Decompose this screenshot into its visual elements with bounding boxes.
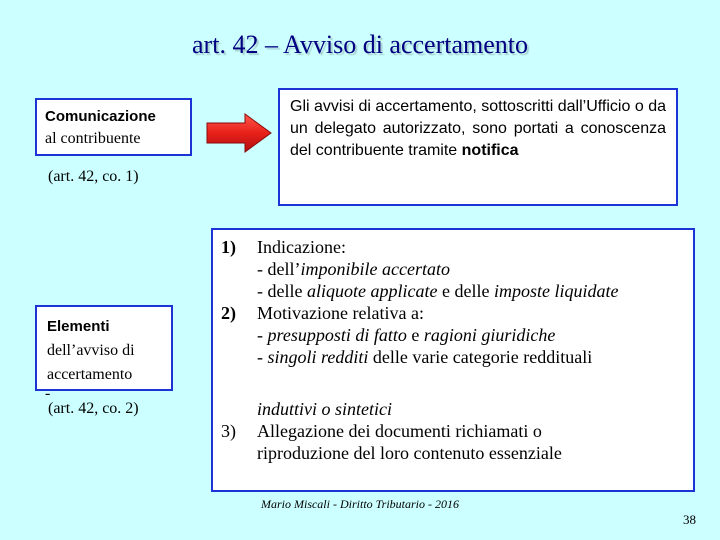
comunicazione-heading: Comunicazione (45, 108, 156, 125)
item-1-number: 1) (221, 237, 236, 257)
avvisi-text: Gli avvisi di accertamento, sottoscritti dall’Ufficio o da un delegato autorizzato, sono portati a conoscenza del contribuente tramite (290, 98, 666, 159)
item-1-label: Indicazione (257, 237, 341, 257)
elementi-line-2: dell’avviso di (47, 342, 135, 359)
item-1-sub-2: - delle aliquote applicate e delle imposte liquidate (257, 281, 619, 301)
item-1-sub-1: - dell’imponibile accertato (257, 259, 450, 279)
right-arrow-icon (205, 112, 273, 154)
comunicazione-subheading: al contribuente (45, 130, 141, 147)
item-3-number: 3) (221, 421, 236, 441)
item-2-number: 2) (221, 303, 236, 323)
footer-credit: Mario Miscali - Diritto Tributario - 2016 (260, 497, 459, 511)
elementi-line-3: accertamento (47, 366, 133, 383)
list-item-1 (221, 236, 693, 258)
reference-co2: (art. 42, co. 2) (48, 400, 139, 417)
item-2-sub-2: - singoli redditi delle varie categorie reddituali (257, 347, 593, 367)
list-item-3: 3) Allegazione dei documenti richiamati o (221, 421, 542, 441)
item-3-line-2: riproduzione del loro contenuto essenziale (257, 443, 562, 463)
dash-mark: - (45, 385, 51, 402)
elementi-heading: Elementi (47, 318, 110, 335)
notifica-word: notifica (461, 142, 519, 159)
item-2-label: Motivazione (257, 303, 348, 323)
comunicazione-box (35, 98, 192, 156)
page-number: 38 (683, 512, 696, 527)
avvisi-box (278, 88, 678, 206)
item-1-colon: : (340, 237, 346, 257)
item-2-sub-1: - presupposti di fatto e ragioni giuridiche (257, 325, 556, 345)
elementi-box (35, 305, 173, 391)
reference-co1: (art. 42, co. 1) (48, 168, 139, 185)
elements-list-box (211, 228, 695, 492)
list-item-2: 2) Motivazione relativa a: (221, 303, 424, 323)
slide-title: art. 42 – Avviso di accertamento (192, 30, 528, 59)
item-2-sub-3: induttivi o sintetici (257, 399, 392, 419)
